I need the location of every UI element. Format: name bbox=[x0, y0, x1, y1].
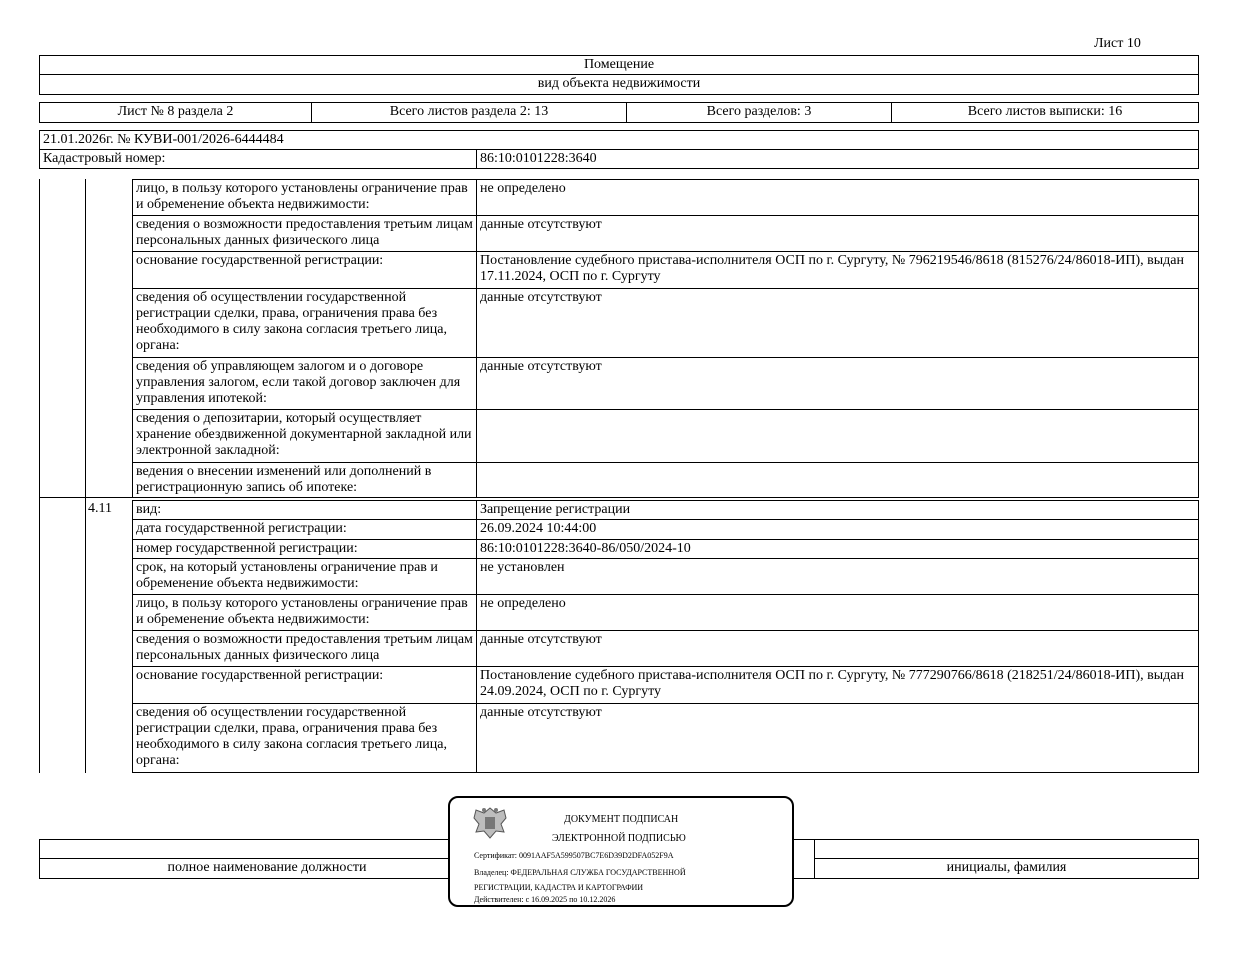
row-label: сведения об управляющем залогом и о договоре управления залогом, если такой договор заключен для управления ипотекой: bbox=[132, 357, 477, 410]
row-label: срок, на который установлены ограничение прав и обременение объекта недвижимости: bbox=[132, 558, 477, 595]
item-number: 4.11 bbox=[88, 501, 112, 516]
row-value: данные отсутствуют bbox=[476, 357, 1199, 410]
row-value: Постановление судебного пристава-исполнителя ОСП по г. Сургуту, № 777290766/8618 (218251/24/86018-ИП), выдан 24.09.2024, ОСП по г. Сургуту bbox=[476, 666, 1199, 704]
row-label: сведения об осуществлении государственной регистрации сделки, права, ограничения права без необходимого в силу закона согласия третьего лица, органа: bbox=[132, 703, 477, 773]
row-label: лицо, в пользу которого установлены ограничение прав и обременение объекта недвижимости: bbox=[132, 594, 477, 631]
cadastral-value: 86:10:0101228:3640 bbox=[476, 149, 1199, 169]
row-value: данные отсутствуют bbox=[476, 630, 1199, 667]
row-label: основание государственной регистрации: bbox=[132, 666, 477, 704]
row-label: основание государственной регистрации: bbox=[132, 251, 477, 289]
row-label: ведения о внесении изменений или дополнений в регистрационную запись об ипотеке: bbox=[132, 462, 477, 498]
item-separator-line bbox=[39, 497, 133, 498]
stamp-title-line2: ЭЛЕКТРОННОЙ ПОДПИСЬЮ bbox=[552, 833, 686, 844]
stamp-validity: Действителен: с 16.09.2025 по 10.12.2026 bbox=[474, 895, 616, 904]
row-value: 26.09.2024 10:44:00 bbox=[476, 519, 1199, 540]
sheets-in-section: Всего листов раздела 2: 13 bbox=[311, 102, 627, 123]
footer-blank-right bbox=[814, 839, 1199, 859]
number-column-line bbox=[85, 179, 86, 773]
row-value: не определено bbox=[476, 594, 1199, 631]
stamp-title-line1: ДОКУМЕНТ ПОДПИСАН bbox=[564, 814, 679, 825]
row-label: сведения о возможности предоставления третьим лицам персональных данных физического лица bbox=[132, 630, 477, 667]
row-label: дата государственной регистрации: bbox=[132, 519, 477, 540]
row-value: данные отсутствуют bbox=[476, 215, 1199, 252]
row-value: не установлен bbox=[476, 558, 1199, 595]
row-label: сведения о депозитарии, который осуществляет хранение обездвиженной документарной закладной или электронной закладной: bbox=[132, 409, 477, 463]
row-label: номер государственной регистрации: bbox=[132, 539, 477, 559]
stamp-owner-line1: Владелец: ФЕДЕРАЛЬНАЯ СЛУЖБА ГОСУДАРСТВЕННОЙ bbox=[474, 868, 686, 877]
footer-blank-left bbox=[39, 839, 495, 859]
row-value: 86:10:0101228:3640-86/050/2024-10 bbox=[476, 539, 1199, 559]
row-value bbox=[476, 462, 1199, 498]
row-label: сведения об осуществлении государственной регистрации сделки, права, ограничения права без необходимого в силу закона согласия третьего лица, органа: bbox=[132, 288, 477, 358]
sections-total: Всего разделов: 3 bbox=[626, 102, 892, 123]
left-border-line bbox=[39, 179, 40, 773]
position-label: полное наименование должности bbox=[39, 858, 495, 879]
row-label: сведения о возможности предоставления третьим лицам персональных данных физического лица bbox=[132, 215, 477, 252]
row-value: Постановление судебного пристава-исполнителя ОСП по г. Сургуту, № 796219546/8618 (815276/24/86018-ИП), выдан 17.11.2024, ОСП по г. Сургуту bbox=[476, 251, 1199, 289]
sheet-number: Лист № 8 раздела 2 bbox=[39, 102, 312, 123]
row-label: вид: bbox=[132, 500, 477, 520]
row-value: данные отсутствуют bbox=[476, 288, 1199, 358]
object-name: Помещение bbox=[39, 55, 1199, 75]
row-value: Запрещение регистрации bbox=[476, 500, 1199, 520]
document-reference: 21.01.2026г. № КУВИ-001/2026-6444484 bbox=[39, 130, 1199, 150]
stamp-certificate: Сертификат: 0091AAF5A599507BC7E6D39D2DFA052F9A bbox=[474, 851, 674, 860]
coat-of-arms-icon bbox=[470, 804, 510, 842]
row-value bbox=[476, 409, 1199, 463]
stamp-owner-line2: РЕГИСТРАЦИИ, КАДАСТРА И КАРТОГРАФИИ bbox=[474, 883, 644, 892]
cadastral-label: Кадастровый номер: bbox=[39, 149, 477, 169]
name-label: инициалы, фамилия bbox=[814, 858, 1199, 879]
row-label: лицо, в пользу которого установлены ограничение прав и обременение объекта недвижимости: bbox=[132, 179, 477, 216]
sheets-total: Всего листов выписки: 16 bbox=[891, 102, 1199, 123]
row-value: не определено bbox=[476, 179, 1199, 216]
row-value: данные отсутствуют bbox=[476, 703, 1199, 773]
signature-stamp bbox=[448, 796, 794, 907]
object-kind: вид объекта недвижимости bbox=[39, 74, 1199, 95]
sheet-label: Лист 10 bbox=[1094, 36, 1141, 51]
